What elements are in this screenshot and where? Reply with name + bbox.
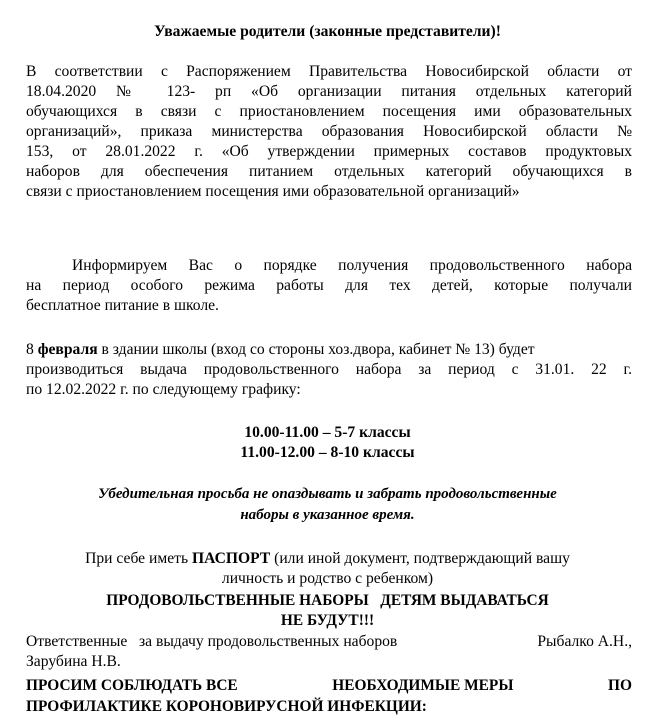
intro-line: обучающихся в связи с приостановлением посещения ими образовательных: [26, 103, 632, 120]
final-word: ПО: [608, 677, 632, 694]
distribution-line: [26, 340, 632, 360]
inform-line: на период особого режима работы для тех детей, которые получали: [26, 277, 632, 294]
final-word: ПРОСИМ СОБЛЮДАТЬ ВСЕ: [26, 677, 238, 694]
passport-prefix: При себе иметь: [85, 550, 189, 567]
final-line: ПРОФИЛАКТИКЕ КОРОНОВИРУСНОЙ ИНФЕКЦИИ:: [26, 698, 427, 715]
responsible-label: Ответственные за выдачу продовольственных наборов: [26, 633, 398, 650]
intro-line: наборов для обеспечения питанием отдельных категорий обучающихся в: [26, 163, 632, 180]
passport-line: [0, 549, 655, 569]
warning-line: НЕ БУДУТ!!!: [280, 612, 375, 629]
inform-line: бесплатное питание в школе.: [26, 297, 219, 314]
responsible-line: [26, 632, 632, 652]
intro-line: В соответствии с Распоряжением Правительства Новосибирской области от: [26, 63, 632, 80]
passport-suffix: (или иной документ, подтверждающий вашу: [274, 550, 570, 567]
request-line: Убедительная просьба не опаздывать и забрать продовольственные: [98, 486, 557, 502]
schedule-item: 11.00-12.00 – 8-10 классы: [240, 444, 415, 461]
distribution-month: февраля: [37, 341, 98, 358]
passport-keyword: ПАСПОРТ: [191, 550, 271, 567]
intro-line: связи с приостановлением посещения ими образовательной организаций»: [26, 183, 520, 200]
request-line: наборы в указанное время.: [240, 507, 415, 523]
schedule-item: 10.00-11.00 – 5-7 классы: [244, 424, 411, 441]
inform-line: Информируем Вас о порядке получения продовольственного набора: [72, 257, 632, 274]
warning-line: ПРОДОВОЛЬСТВЕННЫЕ НАБОРЫ ДЕТЯМ ВЫДАВАТЬСЯ: [106, 592, 549, 609]
responsible-person: Рыбалко А.Н.,: [537, 633, 632, 650]
distribution-line1-rest: в здании школы (вход со стороны хоз.двора, кабинет № 13) будет: [101, 341, 535, 358]
distribution-line: производиться выдача продовольственного набора за период с 31.01. 22 г.: [26, 361, 632, 378]
responsible-line: Зарубина Н.В.: [26, 653, 121, 670]
intro-line: 153, от 28.01.2022 г. «Об утверждении примерных составов продуктовых: [26, 143, 632, 160]
passport-line: личность и родство с ребенком): [221, 570, 434, 587]
distribution-line: по 12.02.2022 г. по следующему графику:: [26, 381, 301, 398]
document-title: Уважаемые родители (законные представители)!: [154, 23, 501, 40]
intro-line: 18.04.2020 № 123- рп «Об организации питания отдельных категорий: [26, 83, 632, 100]
intro-line: организаций», приказа министерства образования Новосибирской области №: [26, 123, 632, 140]
final-word: НЕОБХОДИМЫЕ МЕРЫ: [332, 677, 514, 694]
final-line: [26, 676, 632, 696]
distribution-day: 8: [26, 341, 34, 358]
